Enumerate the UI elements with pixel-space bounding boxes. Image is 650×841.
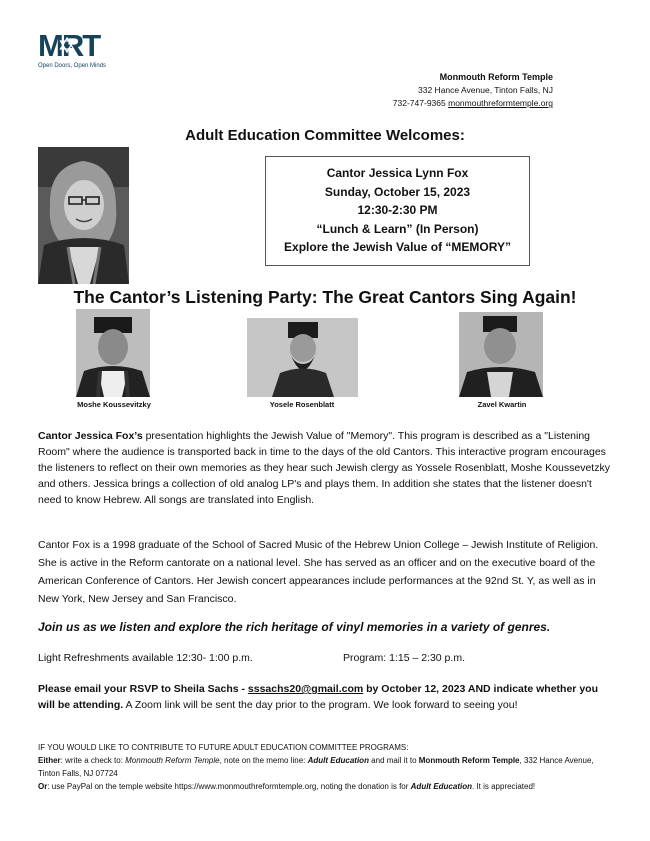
event-topic: Explore the Jewish Value of “MEMORY” [284, 240, 511, 254]
rosenblatt-photo [247, 318, 358, 397]
koussevitzky-photo [76, 309, 150, 397]
program-description-body: presentation highlights the Jewish Value of "Memory". This program is described as a "Listening Room" where the audience is transported back in time to the days of the old Cantors. This interactive program encourages the listeners to reflect on their own memories as they hear such Jewish clergy as Yossele Rosenblatt, Moshe Koussevetzky and others. Jessica brings a collection of old analog LP's and plays them. In addition she states that the listener doesn't need to know Hebrew. All songs are translated into English. [38, 430, 610, 506]
paypal-text: : use PayPal on the temple website https://www.monmouthreformtemple.org, noting the donation is for [47, 782, 411, 791]
kwartin-photo [459, 312, 543, 397]
program-description [38, 428, 613, 508]
paypal-thanks: . It is appreciated! [471, 782, 536, 791]
cantor-fox-photo [38, 147, 129, 284]
rsvp-email-link[interactable]: sssachs20@gmail.com [247, 683, 364, 695]
mrt-logo [38, 30, 118, 72]
contribution-heading: IF YOU WOULD LIKE TO CONTRIBUTE TO FUTURE ADULT EDUCATION COMMITTEE PROGRAMS: [38, 743, 409, 752]
either-text-1: : write a check to: [60, 756, 126, 765]
invitation-line: Join us as we listen and explore the rich heritage of vinyl memories in a variety of genres. [38, 620, 551, 634]
event-presenter: Cantor Jessica Lynn Fox [326, 166, 469, 180]
street-address: 332 Hance Avenue, Tinton Falls, NJ [418, 85, 553, 95]
logo-tagline: Open Doors, Open Minds [38, 63, 107, 69]
either-text-3: and mail it to [368, 756, 419, 765]
caption-rosenblatt: Yosele Rosenblatt [269, 400, 335, 409]
either-label: Either [38, 756, 61, 765]
rsvp-zoom-note: A Zoom link will be sent the day prior to the program. We look forward to seeing you! [123, 699, 518, 711]
check-payee: Monmouth Reform Temple [125, 756, 220, 765]
welcome-heading: Adult Education Committee Welcomes: [185, 127, 465, 144]
program-headline: The Cantor’s Listening Party: The Great Cantors Sing Again! [73, 287, 577, 307]
contribution-info [38, 741, 613, 793]
program-time: Program: 1:15 – 2:30 p.m. [343, 652, 465, 664]
rsvp-deadline: by October 12, 2023 AND indicate whether you will be attending. [38, 683, 598, 711]
website-link[interactable]: monmouthreformtemple.org [448, 98, 553, 108]
presenter-name-lead: Cantor Jessica Fox’s [38, 430, 143, 442]
rsvp-paragraph [38, 681, 613, 713]
contribution-check-option [38, 754, 613, 780]
event-format: “Lunch & Learn” (In Person) [316, 221, 479, 236]
star-of-david-icon [59, 37, 75, 53]
event-date: Sunday, October 15, 2023 [324, 184, 471, 199]
contact-line [393, 97, 553, 110]
temple-address-block [393, 71, 553, 110]
org-name: Monmouth Reform Temple [439, 72, 553, 82]
logo-wordmark: MRT [38, 28, 100, 63]
mail-to-name: Monmouth Reform Temple [418, 756, 520, 765]
either-text-2: , note on the memo line: [219, 756, 308, 765]
event-details-box [265, 156, 530, 266]
memo-line-text: Adult Education [307, 756, 369, 765]
caption-koussevitzky: Moshe Koussevitzky [77, 400, 151, 409]
cantor-bio: Cantor Fox is a 1998 graduate of the School of Sacred Music of the Hebrew Union College – Jewish Institute of Religion. She is active in the Reform cantorate on a national level. She has served as an officer and on the executive board of the American Conference of Cantors. Her Jewish concert appearances include performances at the 92nd St. Y, as well as in New York, New Jersey and San Francisco. [38, 539, 599, 605]
refreshments-time: Light Refreshments available 12:30- 1:00 p.m. [38, 652, 253, 664]
paypal-memo: Adult Education [410, 782, 472, 791]
phone-number: 732-747-9365 [392, 98, 446, 108]
mail-to-address: , 332 Hance Avenue, Tinton Falls, NJ 07724 [38, 756, 594, 778]
or-label: Or [38, 782, 48, 791]
event-time: 12:30-2:30 PM [357, 203, 438, 217]
rsvp-lead: Please email your RSVP to Sheila Sachs - [38, 683, 248, 695]
caption-kwartin: Zavel Kwartin [477, 400, 527, 409]
contribution-paypal-option [38, 780, 613, 793]
